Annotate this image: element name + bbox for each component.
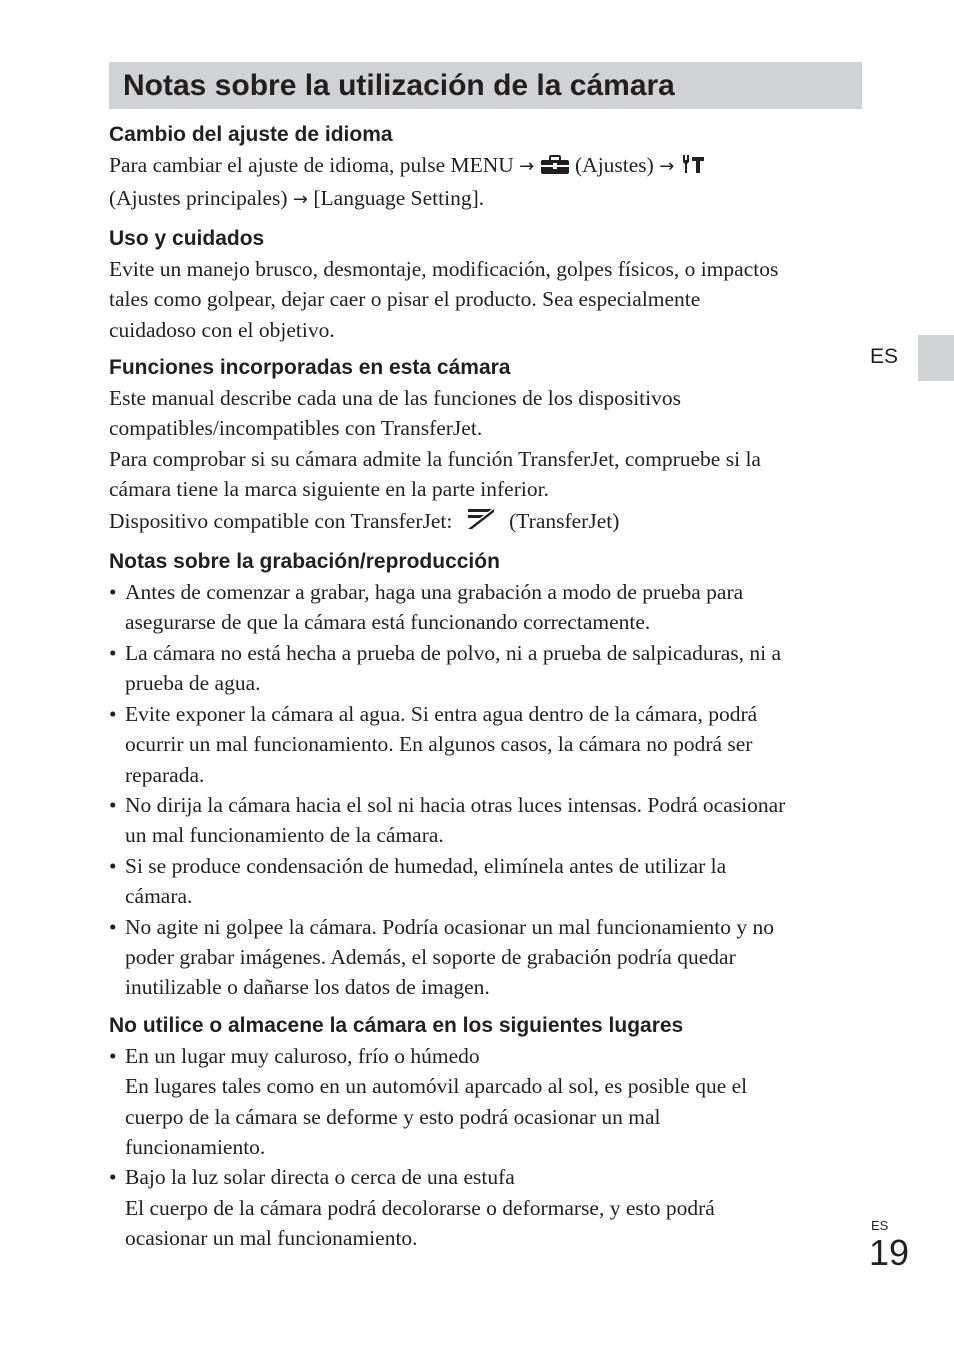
heading-funciones: Funciones incorporadas en esta cámara (109, 356, 511, 380)
uso-line: Evite un manejo brusco, desmontaje, modificación, golpes físicos, o impactos (109, 256, 779, 281)
title-bar (109, 62, 862, 109)
heading-idioma: Cambio del ajuste de idioma (109, 123, 393, 146)
idioma-text-2a: (Ajustes principales) (109, 186, 288, 211)
bullet-icon: • (109, 1165, 117, 1190)
bullet-icon: • (109, 1043, 117, 1068)
lugares-list (109, 1041, 861, 1254)
bullet-icon: • (109, 914, 117, 939)
list-item: • Evite exponer la cámara al agua. Si entra agua dentro de la cámara, podrá ocurrir un mal funcionamiento. En algunos casos, la cámara no podrá ser reparada. (109, 699, 861, 790)
page-lang-label: ES (871, 1218, 889, 1233)
wrench-settings-icon (680, 153, 706, 183)
list-item: • No agite ni golpee la cámara. Podría ocasionar un mal funcionamiento y no poder grabar imágenes. Además, el soporte de grabación podría quedar inutilizable o dañarse los datos de imagen. (109, 912, 861, 1003)
transferjet-icon (466, 505, 496, 539)
bullet-icon: • (109, 853, 117, 878)
idioma-line-1 (109, 150, 861, 183)
heading-grabacion: Notas sobre la grabación/reproducción (109, 550, 500, 574)
side-tab (918, 335, 954, 381)
list-item: • Bajo la luz solar directa o cerca de una estufa El cuerpo de la cámara podrá decolorarse o deformarse, y esto podrá ocasionar un mal funcionamiento. (109, 1162, 861, 1253)
list-item: • Antes de comenzar a grabar, haga una grabación a modo de prueba para asegurarse de que la cámara está funcionando correctamente. (109, 577, 861, 638)
list-item: • La cámara no está hecha a prueba de polvo, ni a prueba de salpicaduras, ni a prueba de agua. (109, 638, 861, 699)
bullet-icon: • (109, 580, 117, 605)
bullet-icon: • (109, 701, 117, 726)
grabacion-list (109, 577, 861, 1003)
idioma-line-2 (109, 183, 861, 215)
funciones-line: compatibles/incompatibles con TransferJet. (109, 416, 483, 441)
heading-lugares: No utilice o almacene la cámara en los siguientes lugares (109, 1013, 684, 1037)
main-content (109, 120, 861, 1254)
list-item: • No dirija la cámara hacia el sol ni hacia otras luces intensas. Podrá ocasionar un mal funcionamiento de la cámara. (109, 790, 861, 851)
list-item: • En un lugar muy caluroso, frío o húmedo En lugares tales como en un automóvil aparcado al sol, es posible que el cuerpo de la cámara se deforme y esto podrá ocasionar un mal funcionamiento. (109, 1041, 861, 1163)
idioma-text-2b: [Language Setting]. (313, 186, 485, 211)
compat-text: Dispositivo compatible con TransferJet: (109, 508, 453, 533)
toolbox-icon (540, 153, 570, 183)
idioma-text-1b: (Ajustes) (575, 153, 654, 177)
arrow-icon: → (292, 189, 308, 211)
heading-uso: Uso y cuidados (109, 226, 265, 250)
page-title: Notas sobre la utilización de la cámara (123, 69, 675, 102)
bullet-icon: • (109, 640, 117, 665)
funciones-line: Este manual describe cada una de las funciones de los dispositivos (109, 386, 681, 411)
list-item: • Si se produce condensación de humedad, elimínela antes de utilizar la cámara. (109, 851, 861, 912)
uso-line: tales como golpear, dejar caer o pisar el producto. Sea especialmente (109, 287, 701, 312)
compat-text-b: (TransferJet) (509, 508, 620, 533)
idioma-text-1a: Para cambiar el ajuste de idioma, pulse MENU (109, 153, 514, 177)
funciones-compat-line (109, 505, 861, 539)
uso-line: cuidadoso con el objetivo. (109, 317, 335, 342)
funciones-line: Para comprobar si su cámara admite la función TransferJet, compruebe si la (109, 446, 761, 471)
funciones-line: cámara tiene la marca siguiente en la parte inferior. (109, 477, 549, 502)
bullet-icon: • (109, 792, 117, 817)
page-number: 19 (869, 1232, 910, 1273)
side-tab-label: ES (870, 345, 899, 368)
arrow-icon: → (659, 156, 675, 177)
arrow-icon: → (519, 156, 535, 177)
